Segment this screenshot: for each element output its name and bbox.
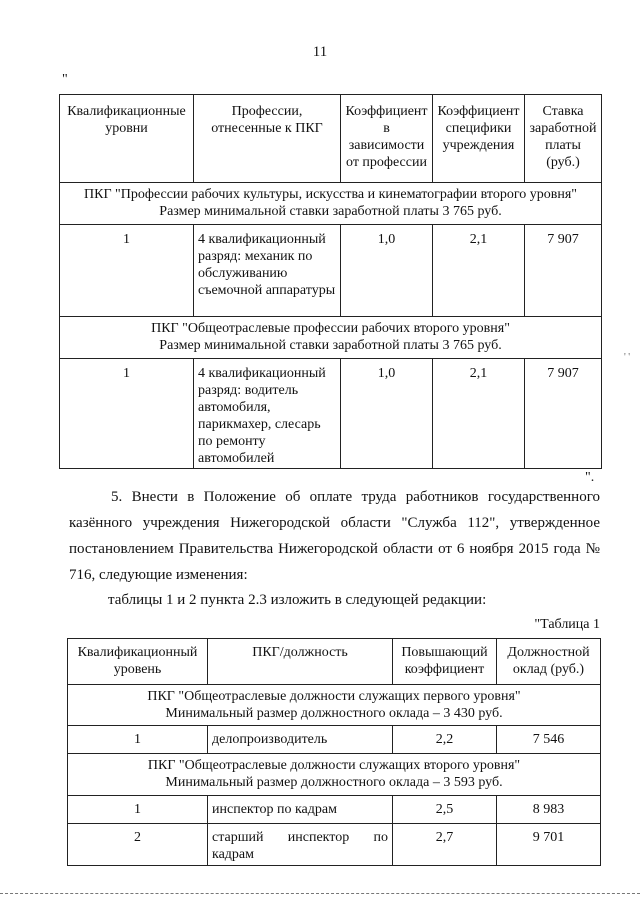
- group-row: [60, 183, 602, 225]
- cell-level: 1: [60, 225, 194, 317]
- header-professions: Профессии, отнесенные к ПКГ: [194, 95, 341, 183]
- group-heading: [68, 685, 601, 726]
- official-salary-table: [67, 638, 601, 866]
- cell-specificity-coefficient: 2,1: [433, 359, 525, 469]
- cell-level: 1: [68, 796, 208, 824]
- cell-salary: 8 983: [497, 796, 601, 824]
- group-title: ПКГ "Общеотраслевые должности служащих первого уровня": [147, 689, 521, 704]
- table-row: [68, 796, 601, 824]
- wage-rate-table: [59, 94, 602, 469]
- group-title: ПКГ "Общеотраслевые должности служащих второго уровня": [147, 758, 521, 773]
- table-row: [68, 726, 601, 754]
- group-row: [68, 685, 601, 726]
- group-min-salary: Минимальный размер должностного оклада – 3 430 руб.: [165, 706, 503, 721]
- cell-position: инспектор по кадрам: [208, 796, 393, 824]
- group-row: [60, 317, 602, 359]
- cell-salary: 9 701: [497, 824, 601, 866]
- header-raising-coefficient: Повышающий коэффициент: [393, 639, 497, 685]
- cell-level: 1: [60, 359, 194, 469]
- cell-profession: 4 квалификационный разряд: водитель автомобиля, парикмахер, слесарь по ремонту автомобилей: [194, 359, 341, 469]
- group-heading: [60, 183, 602, 225]
- paragraph-item-5: 5. Внести в Положение об оплате труда работников государственного казённого учреждения Нижегородской области "Служба 112", утвержденное постановлением Правительства Нижегородской области от 6 ноября 2015 года № 716, следующие изменения:: [69, 489, 600, 583]
- group-title: ПКГ "Профессии рабочих культуры, искусства и кинематографии второго уровня": [84, 187, 577, 202]
- header-wage-rate: Ставка заработной платы (руб.): [525, 95, 602, 183]
- cell-wage-rate: 7 907: [525, 225, 602, 317]
- group-heading: [60, 317, 602, 359]
- margin-mark: ' ': [624, 352, 631, 363]
- table-label: "Таблица 1: [534, 617, 600, 632]
- table-row: [60, 359, 602, 469]
- cell-coefficient: 2,7: [393, 824, 497, 866]
- group-title: ПКГ "Общеотраслевые профессии рабочих второго уровня": [151, 321, 510, 336]
- header-qualification-level: Квалификационный уровень: [68, 639, 208, 685]
- group-row: [68, 754, 601, 796]
- cell-position: делопроизводитель: [208, 726, 393, 754]
- header-specificity-coefficient: Коэффициент специфики учреждения: [433, 95, 525, 183]
- closing-quote: ".: [585, 470, 595, 485]
- paragraph-tables-instruction: таблицы 1 и 2 пункта 2.3 изложить в следующей редакции:: [108, 592, 487, 608]
- group-min-salary: Минимальный размер должностного оклада – 3 593 руб.: [165, 775, 503, 790]
- opening-quote: ": [62, 72, 68, 87]
- header-position: ПКГ/должность: [208, 639, 393, 685]
- table-row: [68, 824, 601, 866]
- cell-coefficient: 2,5: [393, 796, 497, 824]
- cell-position: старший инспектор по кадрам: [208, 824, 393, 866]
- cell-level: 2: [68, 824, 208, 866]
- group-min-rate: Размер минимальной ставки заработной платы 3 765 руб.: [159, 204, 502, 219]
- table-header-row: [68, 639, 601, 685]
- table-header-row: [60, 95, 602, 183]
- cell-salary: 7 546: [497, 726, 601, 754]
- cell-specificity-coefficient: 2,1: [433, 225, 525, 317]
- scan-edge-divider: [0, 893, 640, 894]
- cell-level: 1: [68, 726, 208, 754]
- header-profession-coefficient: Коэффициент в зависимости от профессии: [341, 95, 433, 183]
- table-row: [60, 225, 602, 317]
- cell-coefficient: 2,2: [393, 726, 497, 754]
- header-qualification-levels: Квалификационные уровни: [60, 95, 194, 183]
- cell-profession-coefficient: 1,0: [341, 359, 433, 469]
- page-number: 11: [312, 44, 328, 60]
- cell-profession: 4 квалификационный разряд: механик по обслуживанию съемочной аппаратуры: [194, 225, 341, 317]
- cell-profession-coefficient: 1,0: [341, 225, 433, 317]
- group-heading: [68, 754, 601, 796]
- group-min-rate: Размер минимальной ставки заработной платы 3 765 руб.: [159, 338, 502, 353]
- cell-wage-rate: 7 907: [525, 359, 602, 469]
- header-official-salary: Должностной оклад (руб.): [497, 639, 601, 685]
